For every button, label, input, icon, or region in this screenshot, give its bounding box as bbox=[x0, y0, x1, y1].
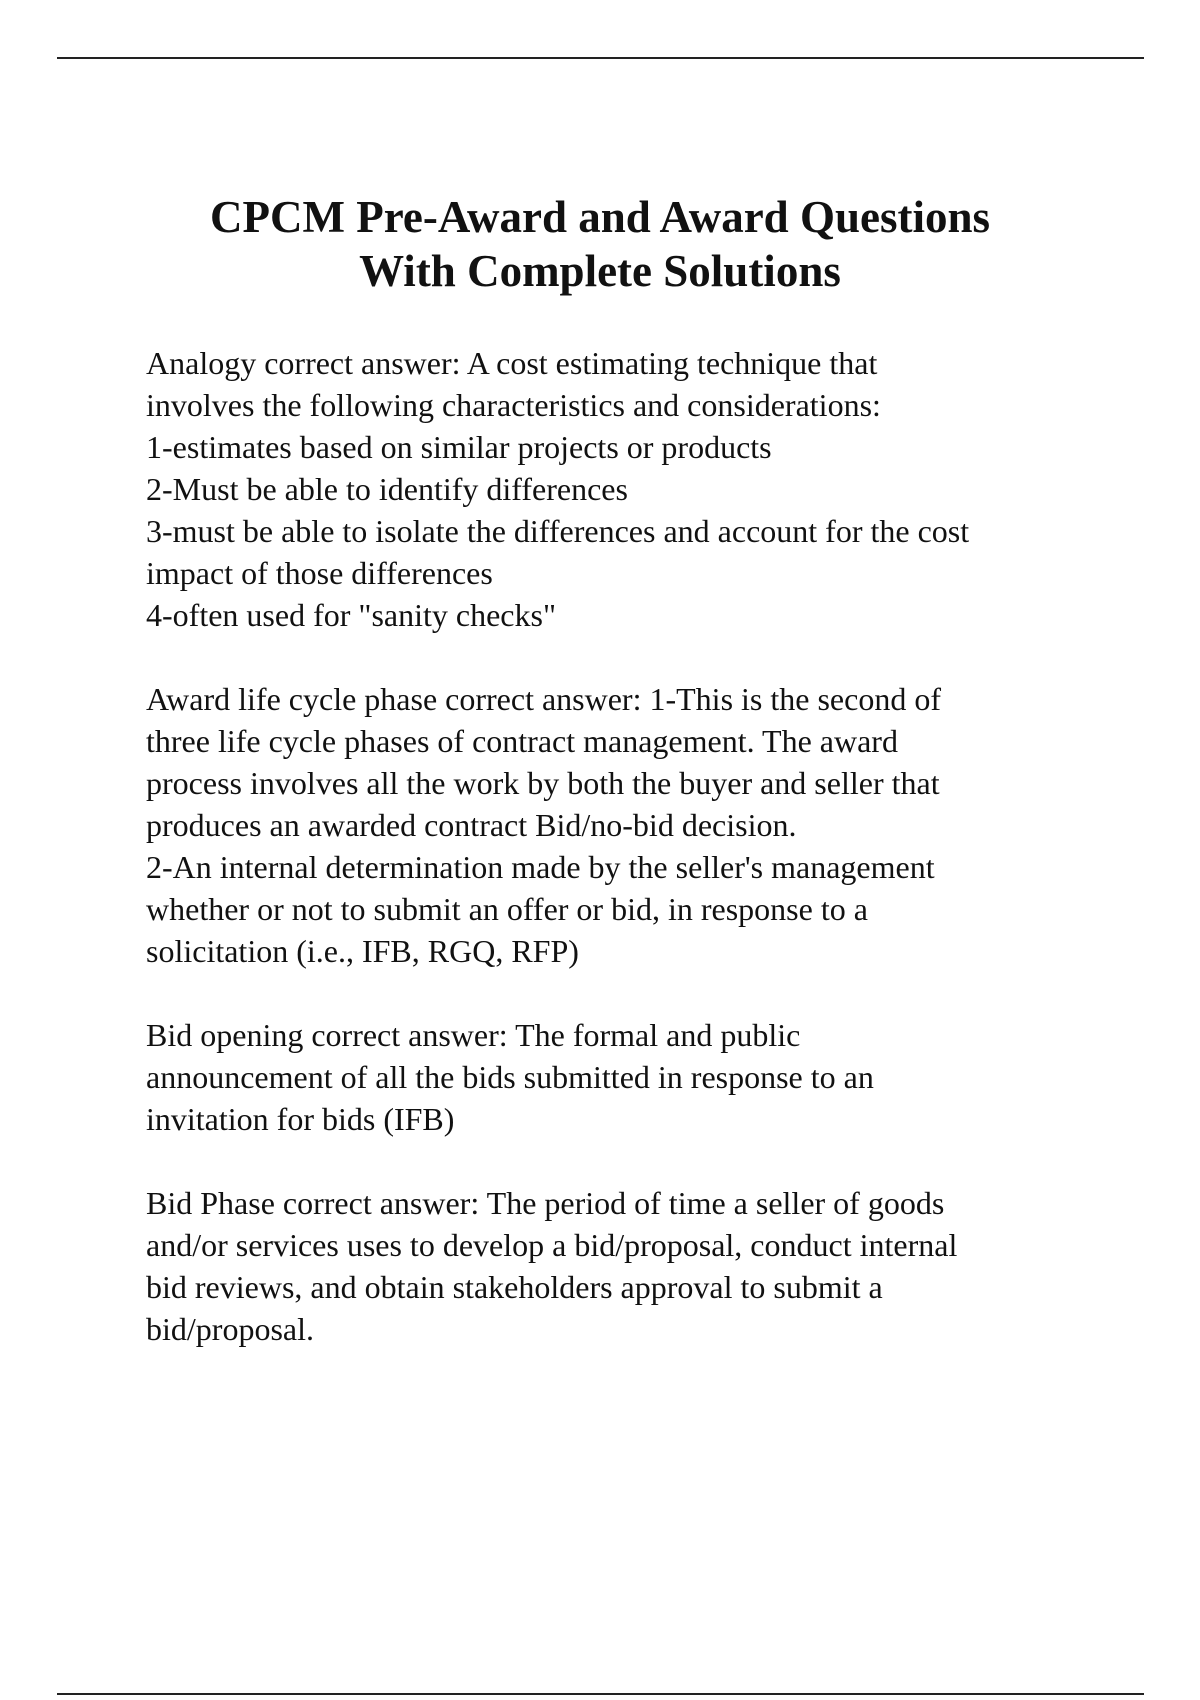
entry-line: 1-estimates based on similar projects or products bbox=[146, 429, 772, 465]
bottom-rule bbox=[57, 1693, 1144, 1695]
document-title bbox=[100, 190, 1100, 298]
entry-line: three life cycle phases of contract management. The award bbox=[146, 723, 898, 759]
title-line-2: With Complete Solutions bbox=[359, 246, 841, 296]
document-body bbox=[146, 342, 1106, 1392]
entry-line: 2-An internal determination made by the seller's management bbox=[146, 849, 935, 885]
entry-line: 3-must be able to isolate the differences and account for the cost bbox=[146, 513, 970, 549]
entry-line: invitation for bids (IFB) bbox=[146, 1101, 455, 1137]
entry-bid-opening bbox=[146, 1014, 1106, 1140]
entry-line: whether or not to submit an offer or bid, in response to a bbox=[146, 891, 868, 927]
entry-line: solicitation (i.e., IFB, RGQ, RFP) bbox=[146, 933, 579, 969]
top-rule bbox=[57, 57, 1144, 59]
entry-line: impact of those differences bbox=[146, 555, 493, 591]
entry-line: bid/proposal. bbox=[146, 1311, 314, 1347]
entry-line: Analogy correct answer: A cost estimating technique that bbox=[146, 345, 878, 381]
entry-line: Bid Phase correct answer: The period of time a seller of goods bbox=[146, 1185, 945, 1221]
entry-line: process involves all the work by both the buyer and seller that bbox=[146, 765, 940, 801]
entry-bid-phase bbox=[146, 1182, 1106, 1350]
entry-line: announcement of all the bids submitted in response to an bbox=[146, 1059, 874, 1095]
title-line-1: CPCM Pre-Award and Award Questions bbox=[210, 192, 990, 242]
entry-analogy bbox=[146, 342, 1106, 636]
entry-line: Bid opening correct answer: The formal and public bbox=[146, 1017, 801, 1053]
entry-line: 2-Must be able to identify differences bbox=[146, 471, 628, 507]
entry-line: 4-often used for "sanity checks" bbox=[146, 597, 556, 633]
entry-line: involves the following characteristics and considerations: bbox=[146, 387, 881, 423]
entry-line: bid reviews, and obtain stakeholders approval to submit a bbox=[146, 1269, 883, 1305]
entry-line: and/or services uses to develop a bid/proposal, conduct internal bbox=[146, 1227, 958, 1263]
entry-line: produces an awarded contract Bid/no-bid decision. bbox=[146, 807, 797, 843]
entry-award-life-cycle-phase bbox=[146, 678, 1106, 972]
entry-line: Award life cycle phase correct answer: 1-This is the second of bbox=[146, 681, 941, 717]
